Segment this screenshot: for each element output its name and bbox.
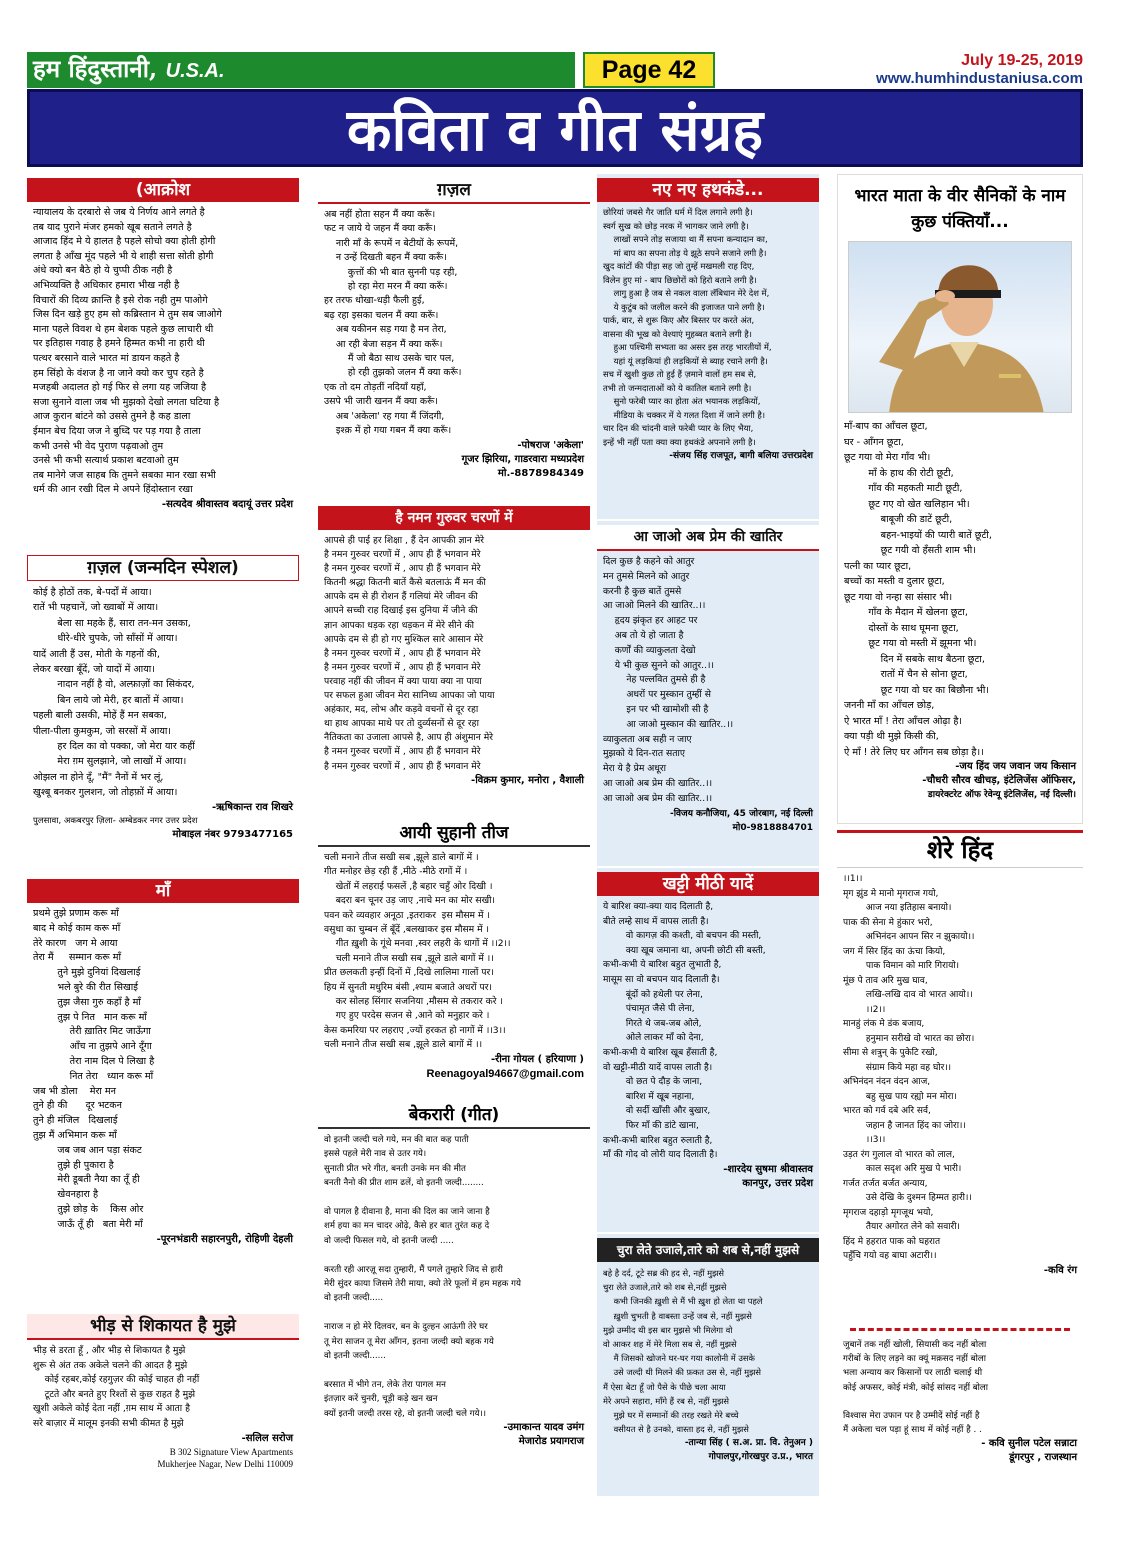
poem-ujale [597, 1234, 819, 1496]
soldier-salute-image [848, 241, 1072, 413]
poem-author-address: डूंगरपुर , राजस्थान [1009, 1452, 1077, 1464]
poem-author: -ऋषिकान्त राव शिखरे [212, 801, 293, 813]
poem-author-address: कानपुर, उत्तर प्रदेश [742, 1177, 813, 1189]
poem-author-phone: मोबाइल नंबर 9793477165 [172, 828, 293, 840]
poem-author-office: डायरेक्टरेट ऑफ रेवेन्यू इंटेलिजेंस, नई दिल्ली। [927, 790, 1076, 800]
poem-author-address: गोपालपुर,गोरखपुर उ.प्र., भारत [708, 1452, 813, 1463]
poem-author: -पोषराज 'अकेला' [517, 439, 584, 451]
soldier-illustration-icon [849, 242, 1072, 413]
poem-aakrosh [27, 174, 299, 549]
poem-author: -शारदेय सुषमा श्रीवास्तव [723, 1163, 813, 1175]
poem-hathkande [597, 174, 819, 519]
brand-bar [27, 52, 575, 88]
poem-title: भारत माता के वीर सैनिकों के नाम कुछ पंक्तियाँ... [854, 186, 1066, 232]
poem-guruvar [318, 502, 590, 815]
section-divider [850, 1328, 1070, 1331]
page-banner: कविता व गीत संग्रह [27, 89, 1083, 167]
poem-text: माँ-बाप का आँचल छूटा, घर - आँगन छूटा, छूट गया वो मेरा गाँव भी। माँ के हाथ की रोटी छूटी, गाँव की महकती माटी छूटी, छूट गए वो खेत खलिहान भी। बाबूजी की डाटें छूटी, बहन-भाइयों की प्यारी बातें छूटी, छूट गयी वो हँसती शाम भी। पत्नी का प्यार छूटा, बच्चों का मस्ती व दुलार छूटा, छूट गया वो नन्हा सा संसार भी। गाँव के मैदान में खेलना छूटा, दोस्तों के साथ घूमना छूटा, छूट गया वो मस्ती में झूमना भी। दिन में सबके साथ बैठना छूटा, रातों में चैन से सोना छूटा, छूट गया वो घर का बिछौना भी। जननी माँ का आँचल छोड़, ऐ भारत माँ ! तेरा आँचल ओढ़ा है। क्या पड़ी थी मुझे किसी की, ऐ माँ ! तेरे लिए घर आँगन सब छोड़ा है।। [844, 421, 992, 758]
poem-author-address: B 302 Signature View Apartments [169, 1446, 293, 1457]
poem-author: -विजय कनौजिया, 45 जोरबाग, नई दिल्ली [669, 808, 813, 819]
poem-title: ग़ज़ल [318, 178, 590, 204]
poem-author: -चौधरी सौरव खीचड़, इंटेलिजेंस ऑफिसर, [922, 775, 1076, 786]
poem-text: भीड़ से डरता हूँ , और भीड़ से शिकायत है मुझे शुरू से अंत तक अकेले चलने की आदत है मुझे कोई रहबर,कोई रहगुज़र की कोई चाहत ही नहीं टूटते और बनते हुए रिश्तों से कुछ राहत है मुझे खुशी अकेले कोई देता नहीं ,ग़म साथ में आता है सरे बाज़ार में मालूम इनकी सभी कीमत है मुझे [33, 1345, 200, 1429]
poem-title: आयी सुहानी तीज [318, 821, 590, 847]
poem-text: बहे है दर्द, टूटे सब्र की हद से, नहीं मुझसे चुरा लेते उजाले,तारे को शब से,नहीं मुझसे कभी जिनकी ख़ुशी से मैं भी ख़ुश हो लेता था पहले ख़ुशी चुभती है वाबस्ता उन्हें जब से, नहीं मुझसे मुझे उम्मीद थी इस बार मुझसे भी मिलेगा वो वो आकर शह में मेरे मिला सब से, नहीं मुझसे मैं जिसको खोजने घर-घर गया कालोनी में उसके उसे जल्दी थी मिलने की फ़कत उस से, नहीं मुझसे मैं ऐसा बेटा हूँ जो पैसे के पीछे चला आया मेरे अपने सहारा, माँगे हैं रब से, नहीं मुझसे मुझे घर में सम्मानों की तरह रखते मेरे बच्चे वसीयत से है उनको, वास्ता हद से, नहीं मुझसे [603, 1268, 763, 1435]
poem-author: -उमाकान्त यादव उमंग [503, 1422, 584, 1434]
poem-text: चली मनाने तीज सखी सब ,झूले डाले बागों में । गीत मनोहर छेड़ रही हैं ,मीठे -मीठे रागों में । खेतों में लहराई फसलें ,है बहार चहुँ ओर दिखी । बदरा बन चूनर उड़ जाए ,नाचे मन का मोर सखी। पवन करे व्यवहार अनूठा ,इतराकर इस मौसम में । वसुधा का चुम्बन लें बूँदें ,बलखाकर इस मौसम में । गीत ख़ुशी के गूंथे मनवा ,स्वर लहरी के धागों में ।।2।। चली मनाने तीज सखी सब ,झूले डाले बागों में ।। प्रीत छलकती इन्हीं दिनों में ,दिखे लालिमा गालों पर। हिय में सुनती मधुरिम बंसी ,श्याम बजाते अधरों पर। कर सोलह सिंगार सजनिया ,मौसम से तकरार करे । गए हुए परदेस सजन से ,आने को मनुहार करे । केस कमरिया पर लहराए ,ज्यों हरकत हो नागों में ।।3।। चली मनाने तीज सखी सब ,झूले डाले बागों में ।। [324, 852, 511, 1051]
poem-author-phone: मो.-8878984349 [497, 467, 584, 479]
poem-bheed [27, 1310, 299, 1496]
poem-veer-sainik [837, 174, 1083, 824]
poem-bekarari [318, 1099, 590, 1496]
poem-sannata [837, 1334, 1083, 1496]
poem-author: -सत्यदेव श्रीवास्तव बदायूं उत्तर प्रदेश [161, 498, 293, 510]
poem-text: दिल कुछ है कहने को आतुर मन तुमसे मिलने को आतुर करनी है कुछ बातें तुमसे आ जाओ मिलने की खातिर..।। हृदय झंकृत हर आहट पर अब तो ये हो जाता है कर्णों की व्याकुलता देखो ये भी कुछ सुनने को आतुर..।। नेह पल्लवित तुमसे ही है अधरों पर मुस्कान तुम्हीं से इन पर भी खामोशी सी है आ जाओ मुस्कान की खातिर..।। व्याकुलता अब सही न जाए मुझको ये दिन-रात सताए मेरा ये है प्रेम अधूरा आ जाओ अब प्रेम की खातिर..।। आ जाओ अब प्रेम की खातिर..।। [603, 556, 734, 804]
page-header [27, 52, 1083, 88]
poem-text: आपसे ही पाई हर शिक्षा , हैं देन आपकी ज्ञान मेरे है नमन गुरुवर चरणों में , आप ही हैं भगवान मेरे है नमन गुरुवर चरणों में , आप ही हैं भगवान मेरे कितनी श्रद्धा कितनी बातें कैसे बतलाऊं मैं मन की आपके दम से ही रोशन हैं गलियां मेरे जीवन की आपने सच्ची राह दिखाई इस दुनिया में जीने की ज्ञान आपका धड़क रहा धड़कन में मेरे सीने की आपके दम से ही हो गए मुश्किल सारे आसान मेरे है नमन गुरुवर चरणों में , आप ही हैं भगवान मेरे है नमन गुरुवर चरणों में , आप ही हैं भगवान मेरे परवाह नहीं की जीवन में क्या पाया क्या ना पाया पर सफल हुआ जीवन मेरा सानिध्य आपका जो पाया अहंकार, मद, लोभ और कड़वे वचनों से दूर रहा था हाथ आपका माथे पर तो दुर्व्यसनों से दूर रहा नैतिकता का उजाला आपसे है, आप ही अंशुमान मेरे है नमन गुरुवर चरणों में , आप ही हैं भगवान मेरे है नमन गुरुवर चरणों में , आप ही हैं भगवान मेरे [324, 535, 495, 772]
poem-prem-ki-khatir [597, 521, 819, 866]
poem-author-address: गूजर झिरिया, गाडरवारा मध्यप्रदेश [461, 453, 584, 465]
poem-title: बेकरारी (गीत) [318, 1103, 590, 1129]
website-url[interactable]: www.humhindustaniusa.com [876, 70, 1083, 87]
poem-khatti-meethi [597, 868, 819, 1232]
poem-text: ।।1।। मृग झुंड मे मानो मृगराज गयो, आज नया इतिहास बनायो। पाक की सेना मे हुंकार भरो, अभिनंदन आपन सिर न झुकायो।। जग में सिर हिंद का ऊंचा कियो, पाक विमान को मारि गिरायो। मूंछ पे ताव अरि मुख घाव, लखि-लखि दाव वो भारत आयो।। ।।2।। मानहुं लंक मे डंक बजाय, हनुमान सरीखे वो भारत का छोरा। सीमा से शत्रुन् के पुकेटि रखो, संग्राम किये महा वह घोर।। अभिनंदन नंदन वंदन आज, बहु सुख पाय रह्यो मन मोरा। भारत को गर्व दबे अरि सर्व, जहान है जानत हिंद का जोरा।। ।।3।। उड़त रंग गुलाल वो भारत को लाल, काल सदृश अरि मुख पे भारी। गर्जत तर्जत बर्जत अन्याय, उसे देखि के दुश्मन हिम्मत हारी।। मृगराज दहाड़ो मृगजूथ भयो, तैयार अगोरत लेने को सवारी। हिंद मे हहरात पाक को घहरात पहुँचि गयो वह बाघा अटारी।। [843, 874, 975, 1261]
poem-author-phone: मो0-9818884701 [732, 822, 813, 833]
poem-text: जुबानें तक नहीं खोली, सियासी कद नहीं बोला गरीबों के लिए लड़ने का क्यूं मक़सद नहीं बोला भला अन्याय कर किसानों पर लाठी चलाई थी कोई अफसर, कोई मंत्री, कोई सांसद नहीं बोला विश्वास मेरा उफान पर है उम्मीदें सोई नहीं है मैं अकेला चल पड़ा हूं साथ में कोई नहीं है . . [843, 1340, 989, 1436]
issue-date: July 19-25, 2019 [961, 52, 1083, 69]
poem-author-city: Mukherjee Nagar, New Delhi 110009 [157, 1458, 293, 1469]
poem-title: माँ [27, 879, 299, 903]
poem-author: - कवि सुनील पटेल सन्नाटा [981, 1438, 1077, 1450]
poem-text: ये बारिश क्या-क्या याद दिलाती है, बीते लम्हे साथ में वापस लाती है। वो कागज़ की कश्ती, वो बचपन की मस्ती, क्या खूब जमाना था, अपनी छोटी सी बस्ती, कभी-कभी ये बारिश बहुत लुभाती है, मासूम सा वो बचपन याद दिलाती है। बूंदों को हथेली पर लेना, पंचामृत जैसे पी लेना, गिरते थे जब-जब ओले, ओले लाकर माँ को देना, कभी-कभी ये बारिश खूब हँसाती है, वो खट्टी-मीठी यादें वापस लाती है। वो छत पे दौड़ के जाना, बारिश में खूब नहाना, वो सर्दी खाँसी और बुखार, फिर माँ की डांटे खाना, कभी-कभी बारिश बहुत रुलाती है, माँ की गोद वो लोरी याद दिलाती है। [603, 902, 766, 1161]
page-number: Page 42 [583, 52, 715, 88]
poem-maa [27, 875, 299, 1307]
poem-author: -विक्रम कुमार, मनोरा , वैशाली [471, 774, 584, 786]
poem-author-email[interactable]: Reenagoyal94667@gmail.com [426, 1067, 584, 1080]
poem-title: भीड़ से शिकायत है मुझे [27, 1314, 299, 1340]
poem-shere-hind [837, 826, 1083, 1326]
poem-text: कोई है होठों तक, बे-पर्दों में आया। रातें भी पहचानें, जो ख्वाबों में आया। बेला सा महके हैं, सारा तन-मन उसका, धीरे-धीरे चुपके, जो साँसों में आया। यादें आती हैं उस, मोती के गहनों की, लेकर बरखा बूँदें, जो यादों में आया। नादान नहीं है वो, अल्फ़ाज़ों का सिकंदर, बिन लाये जो मेरी, हर बातों में आया। पहली बाली उसकी, मोहें हैं मन सबका, पीला-पीला कुमकुम, जो सरसों में आया। हर दिल का वो पक्का, जो मेरा यार कहीं मेरा ग़म सुलझाने, जो लाखों में आया। ओझल ना होने दूँ, "मैं" नैनों में भर लूं, खुश्बू बनकर गुलशन, जो तोहफ़ों में आया। [33, 587, 195, 799]
poem-title: (आक्रोश [27, 178, 299, 202]
poem-teej [318, 817, 590, 1097]
poem-title: खट्टी मीठी यादें [597, 872, 819, 896]
brand-suffix: U.S.A. [165, 60, 225, 82]
poem-author: -रीना गोयल ( हरियाणा ) [490, 1053, 584, 1065]
poem-ghazal [318, 174, 590, 500]
poem-text: वो इतनी जल्दी चले गये, मन की बात कह पाती इससे पहले मेरी नाव से उतर गये। सुनाती प्रीत भरे गीत, बनती उनके मन की मीत बनती नैनो की प्रीत शाम ढलें, वो इतनी जल्दी........ वो पागल है दीवाना है, माना की दिल का जाने जाना है शर्म हया का मन चादर ओढ़े, कैसे हर बात तुरंत कह दे वो जल्दी फिसल गये, वो इतनी जल्दी ..... करती रही आरज़ू सदा तुम्हारी, मैं पगले तुम्हारे जिद से हारी मेरी सुंदर काया जिसमे तेरी माया, क्यो तेरे फूलों में हम महक गये वो इतनी जल्दी..... नाराज न हो मेरे दिलवर, बन के दुल्हन आऊंगी तेरे घर तू मेरा साजन तू मेरा आँगन, इतना जल्दी क्यो बहक गये वो इतनी जल्दी...... बरसात में भीगे तन, लेके तेरा पागल मन इंतज़ार करें चुनरी, चूड़ी कड़े खन खन क्यों इतनी जल्दी तरस रहे, वो इतनी जल्दी चले गये।। [324, 1135, 521, 1419]
poem-author: -कवि रंग [1043, 1264, 1077, 1276]
poem-title: आ जाओ अब प्रेम की खातिर [597, 525, 819, 551]
poem-text: छोरियां जबसे गैर जाति धर्म में दिल लगाने लगी है। स्वर्ग सुख को छोड़ नरक में भागकर जाने लगी है। लाखों सपने तोड़ सजाया था मैं सपना कन्यादान का, मां बाप का सपना तोड़ ये झूठे सपने सजाने लगी है। खुद कांटों की पीड़ा सह जो तुम्हें मखमली राह दिए, विलेन हुए मां - बाप छिछोरों को हिरो बताने लगी है। लागु हुआ है जब से नकल वाला लॅबिधान मेरे देश में, ये कुटुंब को जलील करने की इजाजत पाने लगी है। पार्क, बार, से शुरू किए और बिस्तर पर करते अंत, वासना की भूख को वेश्याएं मुहब्बत बताने लगी है। हुआ पश्चिमी सभ्यता का असर इस तरह भारतीयों में, यहां यूं लड़कियां ही लड़कियों से ब्याह रचाने लगी है। सच में खुशी कुछ तो हुई हैं ज़माने वालों हम सब से, तभी तो जन्मदाताओं को ये कातिल बताने लगी है। सुनो फरेबी प्यार का होता अंत भयानक लड़कियों, मीडिया के चक्कर में ये गलत दिशा में जाने लगी है। चार दिन की चांदनी वाले फरेबी प्यार के लिए भैया, इन्हें भी नहीं पता क्या क्या हथकंडे अपनाने लगी है। [603, 207, 772, 447]
poem-author-address: मेजारोड प्रयागराज [518, 1436, 584, 1448]
poem-text: प्रथमे तुझे प्रणाम करू माँ बाद मे कोई काम करू माँ तेरे कारण जग मे आया तेरा मैं सम्मान करू माँ तुने मुझे दुनियां दिखलाई भले बुरे की रीत सिखाई तुझ जैसा गुरु कहाँ है माँ तुझ पे नित मान करू माँ तेरी ख़ातिर मिट जाऊँगा आँच ना तुझपे आने दूँगा तेरा नाम दिल पे लिखा है नित तेरा ध्यान करू माँ जब भी डोला मेरा मन तुने ही की दूर भटकन तुने ही मंजिल दिखलाई तुझ मैं अभिमान करू माँ जब जब आन पड़ा संकट तुझे ही पुकारा है मेरी डूबती नैया का तूँ ही खेवनहारा है तुझे छोड़ के किस ओर जाऊँ तूँ ही बता मेरी माँ [33, 908, 155, 1230]
poem-author: -संजय सिंह राजपूत, बागी बलिया उत्तरप्रदेश [669, 451, 813, 461]
poem-slogan: -जय हिंद जय जवान जय किसान [955, 761, 1076, 772]
poem-author: -पूरनभंडारी सहारनपुरी, रोहिणी देहली [156, 1233, 293, 1245]
poem-text: अब नहीं होता सहन मैं क्या करूँ। फट न जाये ये जहन मैं क्या करूँ। नारी माँ के रूपमें न बेटीयों के रूपमें, न उन्हें दिखती बहन मैं क्या करूँ। कुत्तों की भी बात सुननी पड़ रही, हो रहा मेरा मरन मैं क्या करूँ। हर तरफ धोखा-धड़ी फैली हुई, बढ़ रहा इसका चलन मैं क्या करूँ। अब यकीनन सड़ गया है मन तेरा, आ रही बेजा सड़न मैं क्या करूँ। मैं जो बैठा साथ उसके चार पल, हो रही तुझको जलन मैं क्या करूँ। एक तो दम तोड़तीं नदियाँ यहाँ, उसपे भी जारी खनन मैं क्या करूँ। अब 'अकेला' रह गया मैं जिंदगी, इश्क़ में हो गया गबन मैं क्या करूँ। [324, 209, 462, 437]
poem-author: -सलिल सरोज [241, 1432, 293, 1444]
poem-text: न्यायालय के दरबारो से जब ये निर्णय आने लगते है तब याद पुराने मंजर हमको खूब सताने लगते है आजाद हिंद मे ये हालत है पहले सोचो क्या होती होगी लगता है आँख मूंद पहले भी ये शाही सत्ता सोती होगी अंधे क्यो बन बैठे हो ये चुप्पी ठीक नही है अभिव्यक्ति है अधिकार हमारा भीख नही है विचारों की दिव्य क्रान्ति है इसे रोक नही तुम पाओगे जिस दिन खड़े हुए हम सो कब्रिस्तान मे तुम सब जाओगे माना पहले विवश थे हम बेशक पहले कुछ लाचारी थी पर इतिहास गवाह है हमने हिम्मत कभी ना हारी थी पत्थर बरसाने वाले भारत मां डायन कहते है हम सिंहो के वंशज है ना जाने क्यो कर चुप रहते है मजहबी अदालत हो गई फिर से लगा यह जजिया है सजा सुनाने वाला जब भी मुझको देखो लगता घटिया है आज कुरान बांटने को उससे तुमने है कह डाला ईमान बेच दिया जज ने बुध्दि पर पड़ गया है ताला कभी उनसे भी वेद पुराण पढ़वाओ तुम उनसे भी कभी सत्यार्थ प्रकाश बटवाओ तुम तब मानेगे जज साहब कि तुमने सबका मान रखा सभी धर्म की आन रखी दिल मे अपने हिंदोस्तान रखा [33, 207, 222, 496]
poem-title: ग़ज़ल (जन्मदिन स्पेशल) [27, 555, 299, 581]
brand-name: हम हिंदुस्तानी, [33, 54, 158, 83]
poem-title: नए नए हथकंडे... [597, 178, 819, 202]
poem-author-address: पुलसावा, अकबरपुर ज़िला- अम्बेडकर नगर उत्तर प्रदेश [33, 815, 198, 826]
poem-ghazal-birthday [27, 551, 299, 873]
poem-title: चुरा लेते उजाले,तारे को शब से,नहीं मुझसे [597, 1238, 819, 1262]
poem-title: है नमन गुरुवर चरणों में [318, 506, 590, 530]
poem-title: शेरे हिंद [837, 830, 1083, 868]
poem-author: -तान्या सिंह ( स.अ. प्रा. वि. तेनुअन ) [684, 1438, 813, 1449]
